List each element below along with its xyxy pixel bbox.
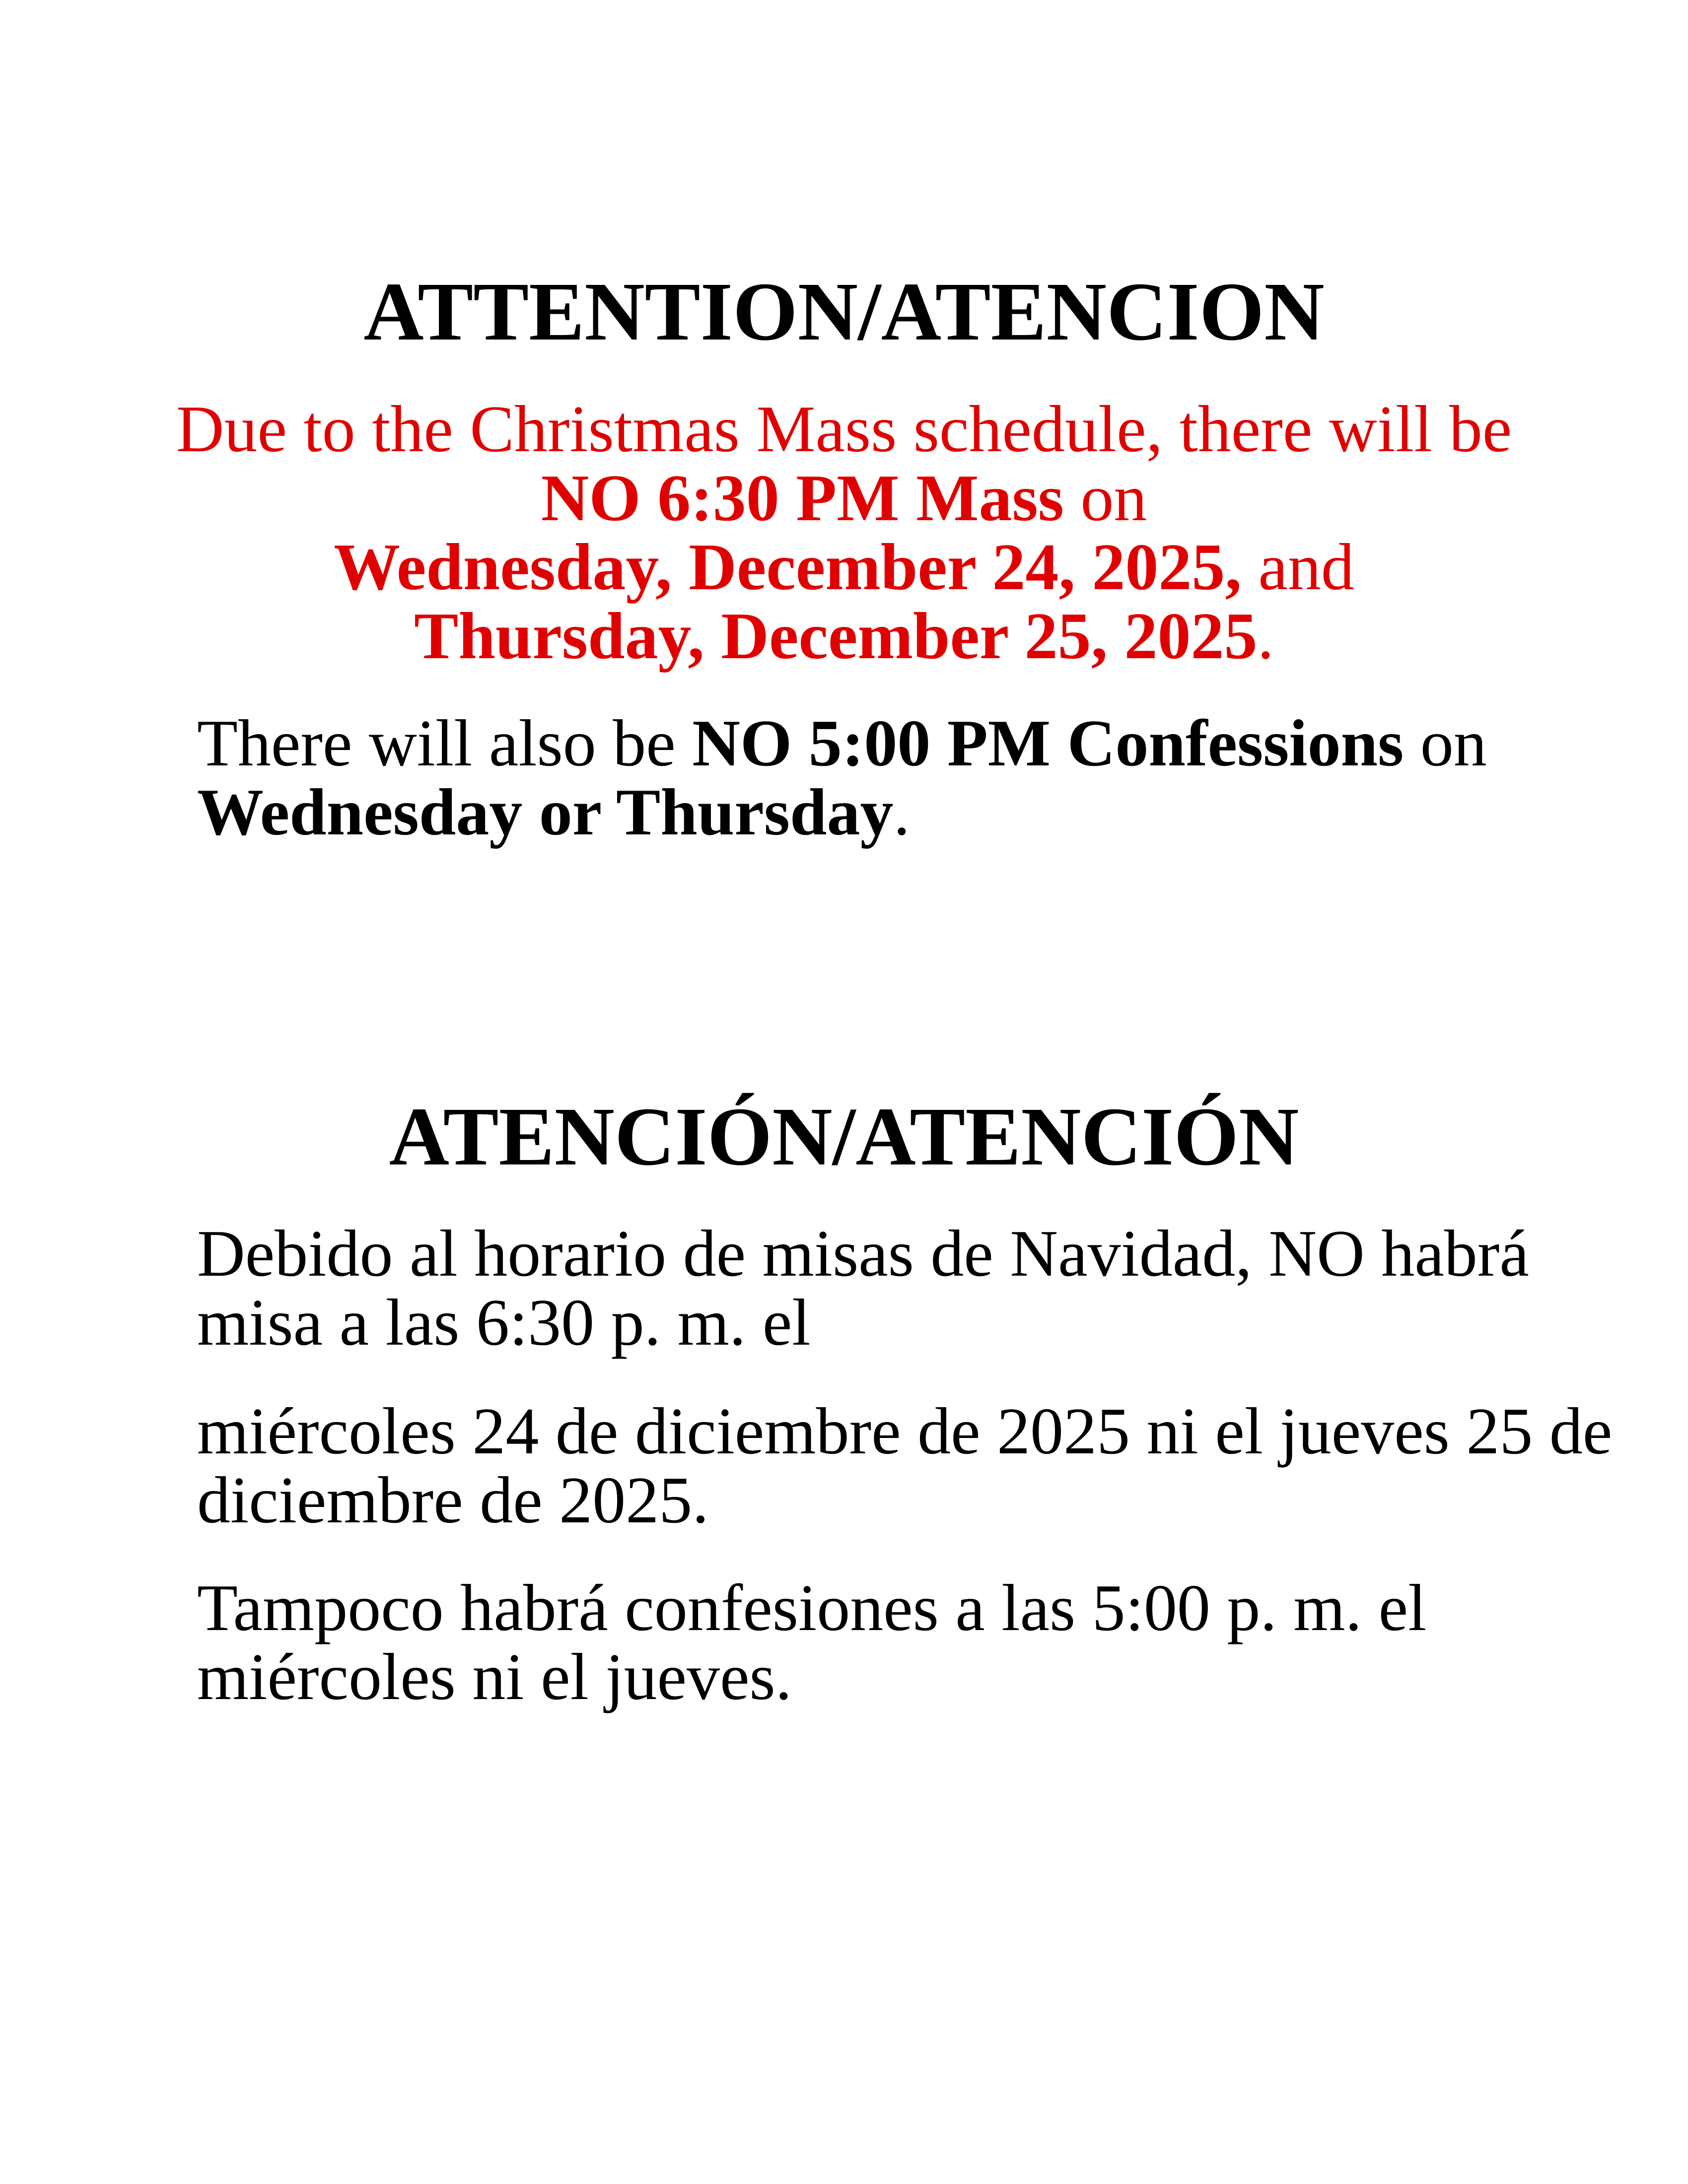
notice-line-1: Due to the Christmas Mass schedule, there will be xyxy=(176,392,1512,466)
confession-bold: NO 5:00 PM Confessions xyxy=(692,706,1404,780)
confession-text: on xyxy=(1404,706,1487,780)
confession-bold: Wednesday or Thursday xyxy=(197,775,894,849)
notice-text: on xyxy=(1063,461,1147,535)
spanish-line: misa a las 6:30 p. m. el xyxy=(197,1286,811,1359)
confession-text: . xyxy=(893,775,910,849)
notice-line-2 xyxy=(0,461,1688,535)
spanish-line: Debido al horario de misas de Navidad, NO habrá xyxy=(197,1217,1529,1290)
spanish-line: Tampoco habrá confesiones a las 5:00 p. m. el xyxy=(197,1571,1427,1644)
spanish-line: miércoles 24 de diciembre de 2025 ni el jueves 25 de xyxy=(197,1394,1613,1468)
notice-line-3 xyxy=(0,530,1688,604)
spanish-paragraph-3 xyxy=(197,1573,1426,1711)
confession-line-2 xyxy=(197,775,1487,849)
mass-cancellation-notice xyxy=(0,392,1688,673)
spanish-heading: ATENCIÓN/ATENCIÓN xyxy=(389,1091,1299,1183)
confession-text: There will also be xyxy=(197,706,693,780)
spanish-line: diciembre de 2025. xyxy=(197,1463,709,1537)
notice-bold: Wednesday, December 24, 2025, xyxy=(334,530,1242,604)
confession-line-1 xyxy=(197,706,1487,780)
english-heading: ATTENTION/ATENCION xyxy=(363,266,1325,358)
notice-bold: Thursday, December 25, 2025 xyxy=(414,599,1258,673)
spanish-line: miércoles ni el jueves. xyxy=(197,1640,792,1713)
notice-text: and xyxy=(1241,530,1354,604)
spanish-paragraph-1 xyxy=(197,1219,1529,1357)
confession-notice xyxy=(197,706,1487,849)
notice-text: . xyxy=(1257,599,1274,673)
spanish-paragraph-2 xyxy=(197,1394,1613,1537)
notice-line-4 xyxy=(0,599,1688,673)
notice-bold: NO 6:30 PM Mass xyxy=(541,461,1064,535)
